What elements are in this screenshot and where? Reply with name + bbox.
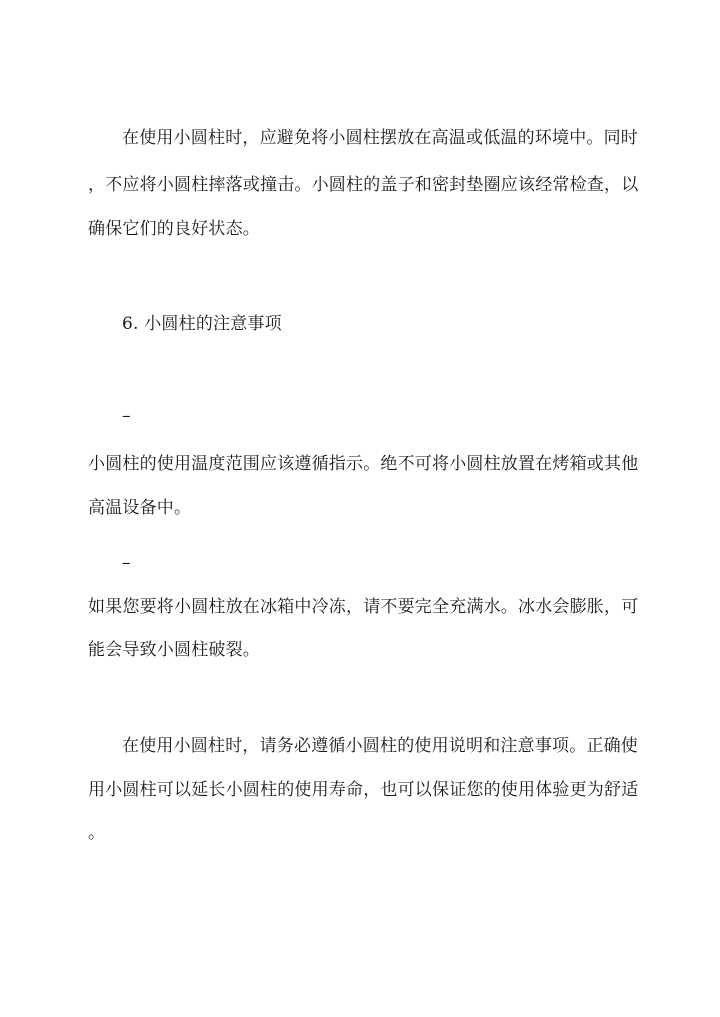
paragraph-line: 用小圆柱可以延长小圆柱的使用寿命，也可以保证您的使用体验更为舒适 [88,780,639,800]
list-item-line: 如果您要将小圆柱放在冰箱中冷冻，请不要完全充满水。冰水会膨胀，可 [88,597,639,617]
paragraph-line: 。 [88,823,106,843]
paragraph-line: 确保它们的良好状态。 [88,219,260,239]
bullet-dash: – [122,553,131,573]
list-item-line: 能会导致小圆柱破裂。 [88,640,260,660]
list-item-line: 高温设备中。 [88,498,192,518]
paragraph-line: ，不应将小圆柱摔落或撞击。小圆柱的盖子和密封垫圈应该经常检查，以 [88,175,639,195]
list-item-line: 小圆柱的使用温度范围应该遵循指示。绝不可将小圆柱放置在烤箱或其他 [88,454,639,474]
paragraph-line: 在使用小圆柱时，应避免将小圆柱摆放在高温或低温的环境中。同时 [122,128,638,148]
bullet-dash: – [122,406,131,426]
paragraph-line: 在使用小圆柱时，请务必遵循小圆柱的使用说明和注意事项。正确使 [122,736,638,756]
section-heading: 6. 小圆柱的注意事项 [122,314,282,334]
